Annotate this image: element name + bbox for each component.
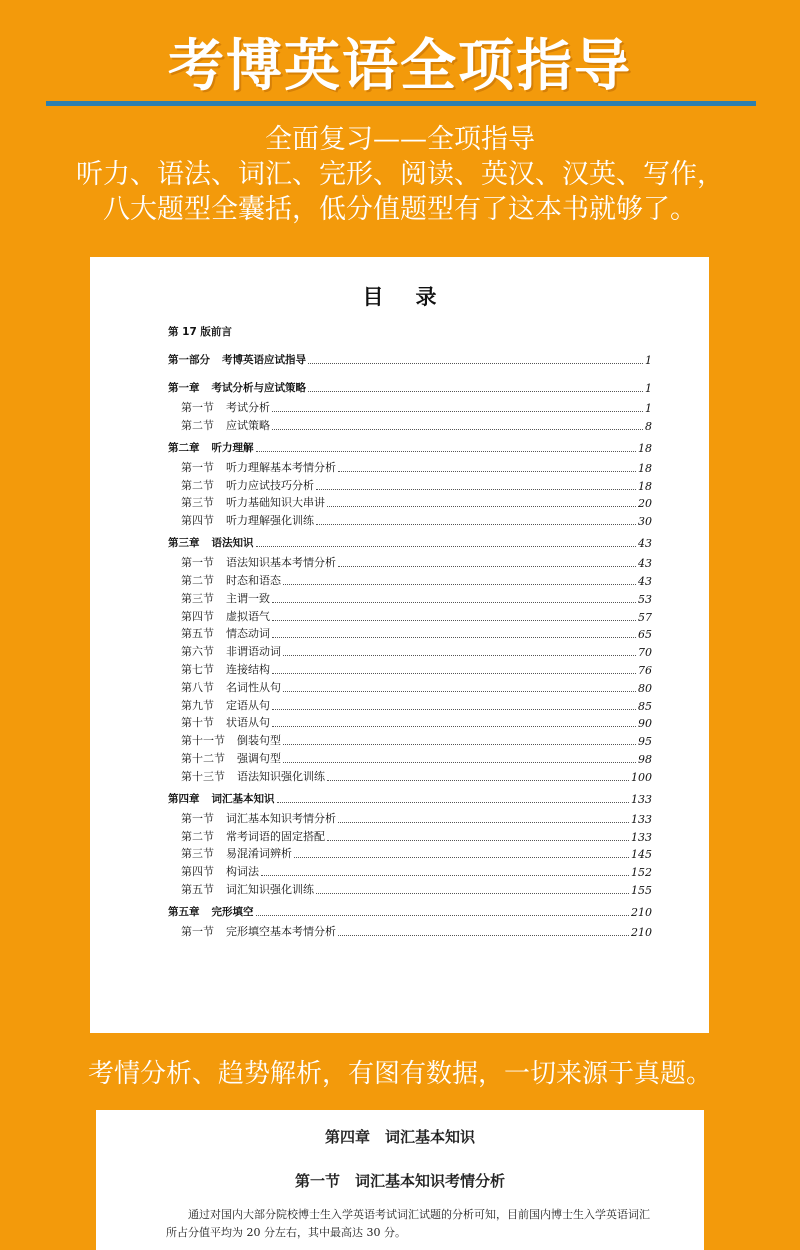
toc-entry-chapter — [168, 439, 652, 455]
toc-entry-title: 语法知识 — [211, 537, 254, 550]
toc-entry-section — [168, 750, 652, 766]
toc-entry-page: 65 — [638, 628, 652, 642]
toc-entry-page: 98 — [638, 753, 652, 766]
toc-entry-title: 词汇基本知识考情分析 — [226, 811, 336, 825]
toc-entry-number: 第五节 — [181, 627, 214, 641]
toc-entry-title: 非谓语动词 — [226, 645, 281, 659]
toc-entry-number: 第一节 — [181, 556, 214, 570]
toc-entry-part — [168, 351, 652, 367]
banner-title: 考博英语全项指导 — [168, 34, 632, 99]
toc-dot-leader — [256, 545, 637, 547]
toc-entry-title: 状语从句 — [226, 716, 270, 730]
subtitle-block — [0, 122, 800, 227]
toc-entry-preface — [168, 323, 652, 339]
toc-dot-leader — [308, 362, 643, 364]
preview-card — [96, 1110, 704, 1250]
toc-dot-leader — [327, 505, 636, 507]
toc-entry-section — [168, 732, 652, 748]
toc-entry-chapter — [168, 379, 652, 395]
toc-entry-number: 第十节 — [181, 716, 214, 730]
toc-entry-number: 第九节 — [181, 698, 214, 712]
toc-entry-page: 20 — [638, 497, 652, 511]
toc-dot-leader — [272, 410, 643, 412]
toc-dot-leader — [316, 523, 636, 525]
toc-entry-number: 第一节 — [181, 460, 214, 474]
toc-dot-leader — [316, 892, 629, 894]
toc-entry-number: 第二节 — [181, 418, 214, 432]
toc-entry-title: 考博英语应试指导 — [222, 354, 306, 366]
toc-entry-number: 第六节 — [181, 645, 214, 659]
toc-entry-number: 第五节 — [181, 883, 214, 896]
toc-entry-number: 第八节 — [181, 680, 214, 694]
toc-entry-number: 第四节 — [181, 865, 214, 879]
toc-dot-leader — [338, 934, 629, 936]
toc-entry-number: 第二章 — [168, 441, 200, 454]
toc-entry-number: 第三章 — [168, 537, 200, 550]
toc-entry-title: 应试策略 — [226, 418, 270, 432]
toc-entry-page: 210 — [631, 906, 652, 919]
toc-dot-leader — [338, 470, 636, 472]
toc-entry-section — [168, 554, 652, 570]
toc-entry-section — [168, 399, 652, 415]
toc-dot-leader — [277, 801, 630, 803]
toc-heading — [90, 281, 709, 311]
toc-entry-title: 连接结构 — [226, 663, 270, 676]
toc-entry-number: 第一节 — [181, 401, 214, 414]
toc-entry-number: 第三节 — [181, 847, 214, 861]
toc-entry-page: 43 — [638, 557, 652, 571]
toc-dot-leader — [272, 636, 636, 638]
toc-entry-title: 词汇知识强化训练 — [226, 883, 314, 896]
tagline: 考情分析、趋势解析，有图有数据，一切来源于真题。 — [87, 1059, 712, 1089]
toc-entry-page: 76 — [638, 664, 652, 677]
toc-entry-title: 主谓一致 — [226, 591, 270, 605]
toc-entry-title: 听力理解 — [211, 441, 254, 454]
toc-entry-title: 完形填空基本考情分析 — [226, 925, 336, 938]
toc-entry-page: 70 — [638, 646, 652, 660]
toc-entry-page: 57 — [638, 610, 652, 624]
toc-entry-page: 1 — [645, 402, 652, 415]
toc-entry-number: 第四节 — [181, 514, 214, 528]
toc-entry-title: 听力理解基本考情分析 — [226, 460, 336, 474]
toc-dot-leader — [338, 821, 629, 823]
toc-entry-number: 第十一节 — [181, 734, 225, 748]
subtitle-line-2: 听力、语法、词汇、完形、阅读、英汉、汉英、写作， — [76, 159, 724, 190]
toc-entry-number: 第一节 — [181, 811, 214, 825]
toc-dot-leader — [256, 450, 637, 452]
toc-entry-section — [168, 768, 652, 784]
toc-entry-page: 133 — [631, 812, 652, 826]
toc-entry-page: 80 — [638, 681, 652, 695]
toc-entry-section — [168, 661, 652, 677]
toc-entry-page: 18 — [638, 461, 652, 475]
toc-entry-title: 虚拟语气 — [226, 609, 270, 623]
toc-entry-page: 95 — [638, 735, 652, 749]
toc-entry-number: 第一部分 — [168, 354, 210, 366]
toc-entry-page: 30 — [638, 515, 652, 529]
toc-entry-chapter — [168, 790, 652, 806]
toc-dot-leader — [294, 856, 629, 858]
toc-entry-section — [168, 845, 652, 861]
toc-entry-title: 听力理解强化训练 — [226, 514, 314, 528]
toc-dot-leader — [272, 725, 636, 727]
toc-entry-page: 152 — [631, 866, 652, 880]
toc-dot-leader — [283, 654, 636, 656]
toc-entry-section — [168, 810, 652, 826]
toc-entry-page: 1 — [645, 354, 652, 367]
toc-entry-section — [168, 697, 652, 713]
toc-heading-right: 录 — [415, 285, 437, 309]
toc-entry-number: 第三节 — [181, 591, 214, 605]
toc-entry-page: 100 — [631, 770, 652, 784]
toc-entry-page: 43 — [638, 537, 652, 551]
toc-entry-number: 第七节 — [181, 663, 214, 676]
toc-entry-number: 第二节 — [181, 829, 214, 843]
preview-chapter-title: 第四章 词汇基本知识 — [324, 1128, 475, 1146]
toc-entry-section — [168, 881, 652, 897]
toc-entry-number: 第十三节 — [181, 769, 225, 783]
toc-dot-leader — [272, 619, 636, 621]
toc-entry-title: 时态和语态 — [226, 574, 281, 587]
toc-dot-leader — [283, 690, 636, 692]
toc-dot-leader — [261, 874, 629, 876]
toc-entry-section — [168, 643, 652, 659]
toc-entry-section — [168, 459, 652, 475]
toc-entry-page: 18 — [638, 441, 652, 455]
toc-entry-section — [168, 714, 652, 730]
toc-entry-section — [168, 863, 652, 879]
toc-entry-title: 语法知识基本考情分析 — [226, 556, 336, 570]
toc-card — [90, 257, 709, 1033]
toc-entry-title: 听力应试技巧分析 — [226, 478, 314, 492]
toc-entry-section — [168, 923, 652, 939]
toc-dot-leader — [327, 839, 629, 841]
toc-entry-page: 155 — [631, 884, 652, 897]
toc-dot-leader — [283, 583, 636, 585]
toc-entry-section — [168, 572, 652, 588]
toc-entry-section — [168, 512, 652, 528]
toc-entry-title: 倒装句型 — [237, 734, 281, 748]
toc-entry-chapter — [168, 534, 652, 550]
toc-dot-leader — [272, 708, 636, 710]
toc-dot-leader — [272, 601, 636, 603]
toc-entry-number: 第 17 版前言 — [168, 326, 232, 338]
toc-entry-section — [168, 590, 652, 606]
toc-dot-leader — [316, 488, 636, 490]
toc-entry-number: 第五章 — [168, 906, 200, 918]
toc-entry-section — [168, 625, 652, 641]
toc-entry-page: 43 — [638, 575, 652, 588]
toc-entry-number: 第二节 — [181, 574, 214, 587]
toc-entry-page: 90 — [638, 717, 652, 731]
toc-entry-page: 145 — [631, 848, 652, 862]
toc-entry-number: 第十二节 — [181, 752, 225, 765]
toc-entry-section — [168, 417, 652, 433]
toc-entry-title: 情态动词 — [226, 627, 270, 641]
toc-entry-number: 第一节 — [181, 925, 214, 938]
toc-entry-section — [168, 477, 652, 493]
toc-entry-page: 210 — [631, 926, 652, 939]
subtitle-line-3: 八大题型全囊括，低分值题型有了这本书就够了。 — [103, 194, 697, 225]
toc-dot-leader — [327, 779, 629, 781]
toc-dot-leader — [283, 743, 636, 745]
toc-entry-title: 语法知识强化训练 — [237, 769, 325, 783]
toc-entry-page: 85 — [638, 699, 652, 713]
toc-entry-title: 名词性从句 — [226, 680, 281, 694]
toc-entry-page: 133 — [631, 792, 652, 806]
toc-entry-page: 18 — [638, 479, 652, 493]
toc-entry-page: 1 — [645, 382, 652, 395]
banner-divider — [46, 101, 756, 106]
toc-entry-title: 易混淆词辨析 — [226, 847, 292, 861]
toc-entry-section — [168, 679, 652, 695]
toc-entry-title: 完形填空 — [211, 906, 254, 918]
preview-section-title: 第一节 词汇基本知识考情分析 — [294, 1172, 505, 1190]
toc-entry-title: 构词法 — [226, 865, 259, 879]
toc-entry-page: 53 — [638, 592, 652, 606]
toc-entry-chapter — [168, 903, 652, 919]
toc-dot-leader — [256, 914, 630, 916]
toc-entry-section — [168, 494, 652, 510]
subtitle-line-1: 全面复习——全项指导 — [265, 124, 535, 155]
preview-paragraph: 通过对国内大部分院校博士生入学英语考试词汇试题的分析可知，目前国内博士生入学英语词汇所占分值平均为 20 分左右，其中最高达 30 分。 — [166, 1208, 650, 1239]
toc-entry-page: 8 — [645, 419, 652, 433]
toc-heading-left: 目 — [362, 285, 384, 309]
toc-entry-title: 考试分析与应试策略 — [211, 382, 306, 394]
toc-dot-leader — [272, 672, 636, 674]
toc-entry-title: 定语从句 — [226, 698, 270, 712]
toc-entry-title: 听力基础知识大串讲 — [226, 496, 325, 510]
toc-entry-title: 词汇基本知识 — [211, 792, 275, 805]
toc-dot-leader — [283, 761, 636, 763]
toc-entry-page: 133 — [631, 830, 652, 844]
toc-entry-number: 第二节 — [181, 478, 214, 492]
toc-entry-number: 第三节 — [181, 496, 214, 510]
toc-entry-title: 强调句型 — [237, 752, 281, 765]
toc-entry-section — [168, 828, 652, 844]
toc-entry-section — [168, 608, 652, 624]
toc-entry-number: 第四章 — [168, 792, 200, 805]
toc-entry-number: 第四节 — [181, 609, 214, 623]
toc-dot-leader — [338, 565, 636, 567]
toc-entry-number: 第一章 — [168, 382, 200, 394]
toc-dot-leader — [308, 390, 643, 392]
toc-dot-leader — [272, 428, 643, 430]
toc-entry-title: 常考词语的固定搭配 — [226, 829, 325, 843]
toc-entry-title: 考试分析 — [226, 401, 270, 414]
